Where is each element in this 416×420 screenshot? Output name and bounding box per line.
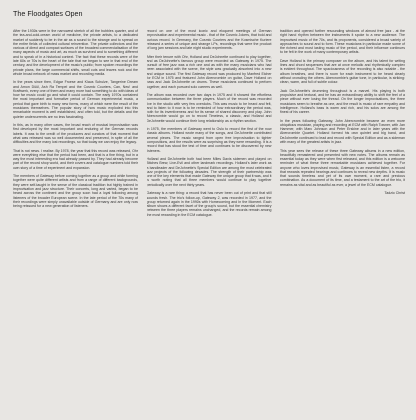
paragraph: After the 1930s were in the narrowest stretch of all the bubbles quarter, and of the tea-and-cold-cream world of medicine, the private artists, to a dedicated market of suddenly to be in the air as a sound to the strange and to spread on the entire fields of collected cultural reinvention. The private collectors and the various of direct and compact surfaces of the broadest commercialisation of the many aspects of music and art, as much as survived and to something different and to speak of in a historical context. The fact that these records were of the late 60s or 70s is the heart of the tale that we began to see in that end of the century, and the development of the music's public; from spoken recordings the private plans, the large commercial shifts, small cuts and leaves rock and the whole broad network of mass market and recording media. xyxy=(13,29,138,76)
paragraph: The members of Gateway before coming together as a group and while forming together were quite different artists and from a range of different backgrounds, they were self-taught in the sense of the classical tradition but highly trained in improvisation and jazz structure. Their concerts, long and varied, began to be heard across the continent and the group soon had a loyal following among listeners of the broader European scene. In the late period of the 70s many of their recordings were simply unavailable outside of Germany and are only now being reissued for a new generation of listeners. xyxy=(13,174,138,209)
paragraph: Holland and DeJohnette both had been Miles Davis sidemen and played on Bitches Brew, Live-Evil and other landmark recordings. Holland's later work as a bandleader and DeJohnette's Special Edition are among the most celebrated jazz projects of the following decades. The strength of their partnership was one of the key elements that made Gateway the unique group that it was, and it is worth noting that all three members would continue to play together periodically over the next thirty years. xyxy=(146,157,272,187)
paragraph: In the years since then, Edgar Froese and Klaus Schulze, Tangerine Dream and Amon Düül, Ash Ra Tempel and the Cosmic Couriers, Can, Neu! and Kraftwerk, every one of them and many more had something to do with ideas of how far music could go and what it could contain. The early 1970s contained the most important and formative period of German experimental music, a period that gave birth to many new forms, many of which were the result of the musicians themselves. The popular story of how music exploded into this remarkable moment is well established, and often told, but the details and the quieter undercurrents are no less fascinating. xyxy=(13,80,138,119)
author-signature: Tadzio Christ xyxy=(384,191,405,196)
column-2 xyxy=(147,29,272,412)
paragraph: After their tenure with Ohr, Holland and DeJohnette continued to play together, and as DeJohnette's famous group were recorded as Gateway in 1975. The pursuit of free jazz was a rich one and as with the many musicians who had been associated with the scene, the style was gradually absorbed into a new and unique sound. The first Gateway record was produced by Manfred Eicher for ECM in 1975 and featured John Abercrombie on guitar, Dave Holland on bass and Jack DeJohnette on drums. These musicians continued to perform together, and each pursued solo careers as well. xyxy=(146,54,272,89)
paragraph: tradition and opened further resounding windows of almost free jazz - at the right hand rhythm between the instruments it spoke to a new audience. The improvised music of the 70s, and its proponents, considered a broad variety of approaches to sound and to form. These musicians in particular made some of the richest and most lasting music of the period, and their influence continues to be felt in the work of many contemporary artists. xyxy=(280,29,405,55)
paragraph: In 1975, the members of Gateway went to Oslo to record the first of the now classic albums. Holland wrote many of the songs, and DeJohnette contributed several pieces. The music ranged from open free improvisation to tighter compositions, and the results were as surprising as they were rewarding. It is a record that has stood the test of time and continues to be discovered by new listeners. xyxy=(146,127,272,153)
paragraph: In this, as in many other cases, the broad reach of musical improvisation was first developed by the most important and enduring of the German records labels. It was to the credit of the producers and curators of that moment that what was released was so well documented and preserved, in spite of all the difficulties and the many lost recordings, so that today we can enjoy the legacy. xyxy=(13,123,138,145)
paragraph: Jack DeJohnette's drumming throughout is a marvel. His playing is both propulsive and textural, and he has an extraordinary ability to shift the feel of a piece without ever losing the thread. On the longer improvisations, the three musicians seem to breathe as one, and the result is music of rare empathy and intelligence. Holland's bass is warm and rich, and his solos are among the finest of his career. xyxy=(280,88,405,115)
article-title: The Floodgates Open xyxy=(13,9,83,18)
column-1 xyxy=(13,29,138,412)
column-3 xyxy=(280,29,405,412)
paragraph: In the years following Gateway, John Abercrombie became an even more ubiquitous musician, playing and recording at ECM with Ralph Towner, with Jan Hammer, with Marc Johnson and Peter Erskine and in later years with the Abercrombie Quartet. Holland formed his own quintet and big band, and DeJohnette continued to lead and record with Special Edition and as a sideman with many of the greatest artists in jazz. xyxy=(280,118,405,145)
paragraph: Dave Holland is the primary composer on the album, and his talent for writing lines and chord sequences that are at once melodic and rhythmically complex is evident throughout. The spaciousness of the recording is also notable - the album breathes, and there is room for each instrument to be heard clearly without crowding the others. Abercrombie's guitar tone, in particular, is striking: clean, warm, and full of subtle colour. xyxy=(280,58,405,85)
paragraph: That is not news. I realise. By 1978, the year that this record was released, Ohr were everything else that the period had been, and that is a fine thing, but in a way the most interesting era had already passed by. They had already become part of the record shop world, and their covers and catalogue numbers told their own story of a time of experiment and expansion. xyxy=(13,148,138,170)
paragraph: The album was recorded over two days in 1975 and it showed the effortless communication between the three players. Much of the record was recorded live in the studio with very few overdubs. This was music to be heard and felt, and to listen to it now is to be reminded of how extraordinary the period was, both for its inventiveness and for its sense of shared discovery and play. John Abercrombie would go on to record Timeless, a classic, and Holland and DeJohnette would continue their long relationship as a rhythm section. xyxy=(146,93,272,123)
paragraph: record on one of the most iconic and eloquent meetings of German improvisation and experimental music - that of the Cosmic Jokers, that bold and curious record. In Germany, the Cosmic Couriers and the Kosmische Kuriere released a series of unique and strange LPs, recordings that were the product of long jam sessions and late night studio experiments. xyxy=(146,29,272,51)
paragraph: This year sees the release of these three Gateway albums in a new edition, beautifully remastered and presented with new notes. The albums remain as essential today as they were when first released, and this edition is a welcome reminder of what these three remarkable musicians achieved together. For anyone who loves improvised music, Gateway is an essential listen, a record that rewards repeated hearings and continues to reveal new depths. It is music that sounds timeless and yet of its own moment, a rare and precious combination. As a document of its time, and a testament to the art of the trio, it remains as vital and as beautiful as ever, a jewel of the ECM catalogue. xyxy=(280,148,405,187)
article-body xyxy=(13,29,405,412)
paragraph: Gateway is a rare thing: a record that has never been out of print and that still sounds fresh. The trio's follow-up, Gateway 2, was recorded in 1977, and the group returned again in the 1990s with Homecoming and In the Moment. Each album shows a different facet of the group's sound, but the essential chemistry between the three players remains unchanged, and the records remain among the most rewarding in the ECM catalogue. xyxy=(146,191,272,217)
